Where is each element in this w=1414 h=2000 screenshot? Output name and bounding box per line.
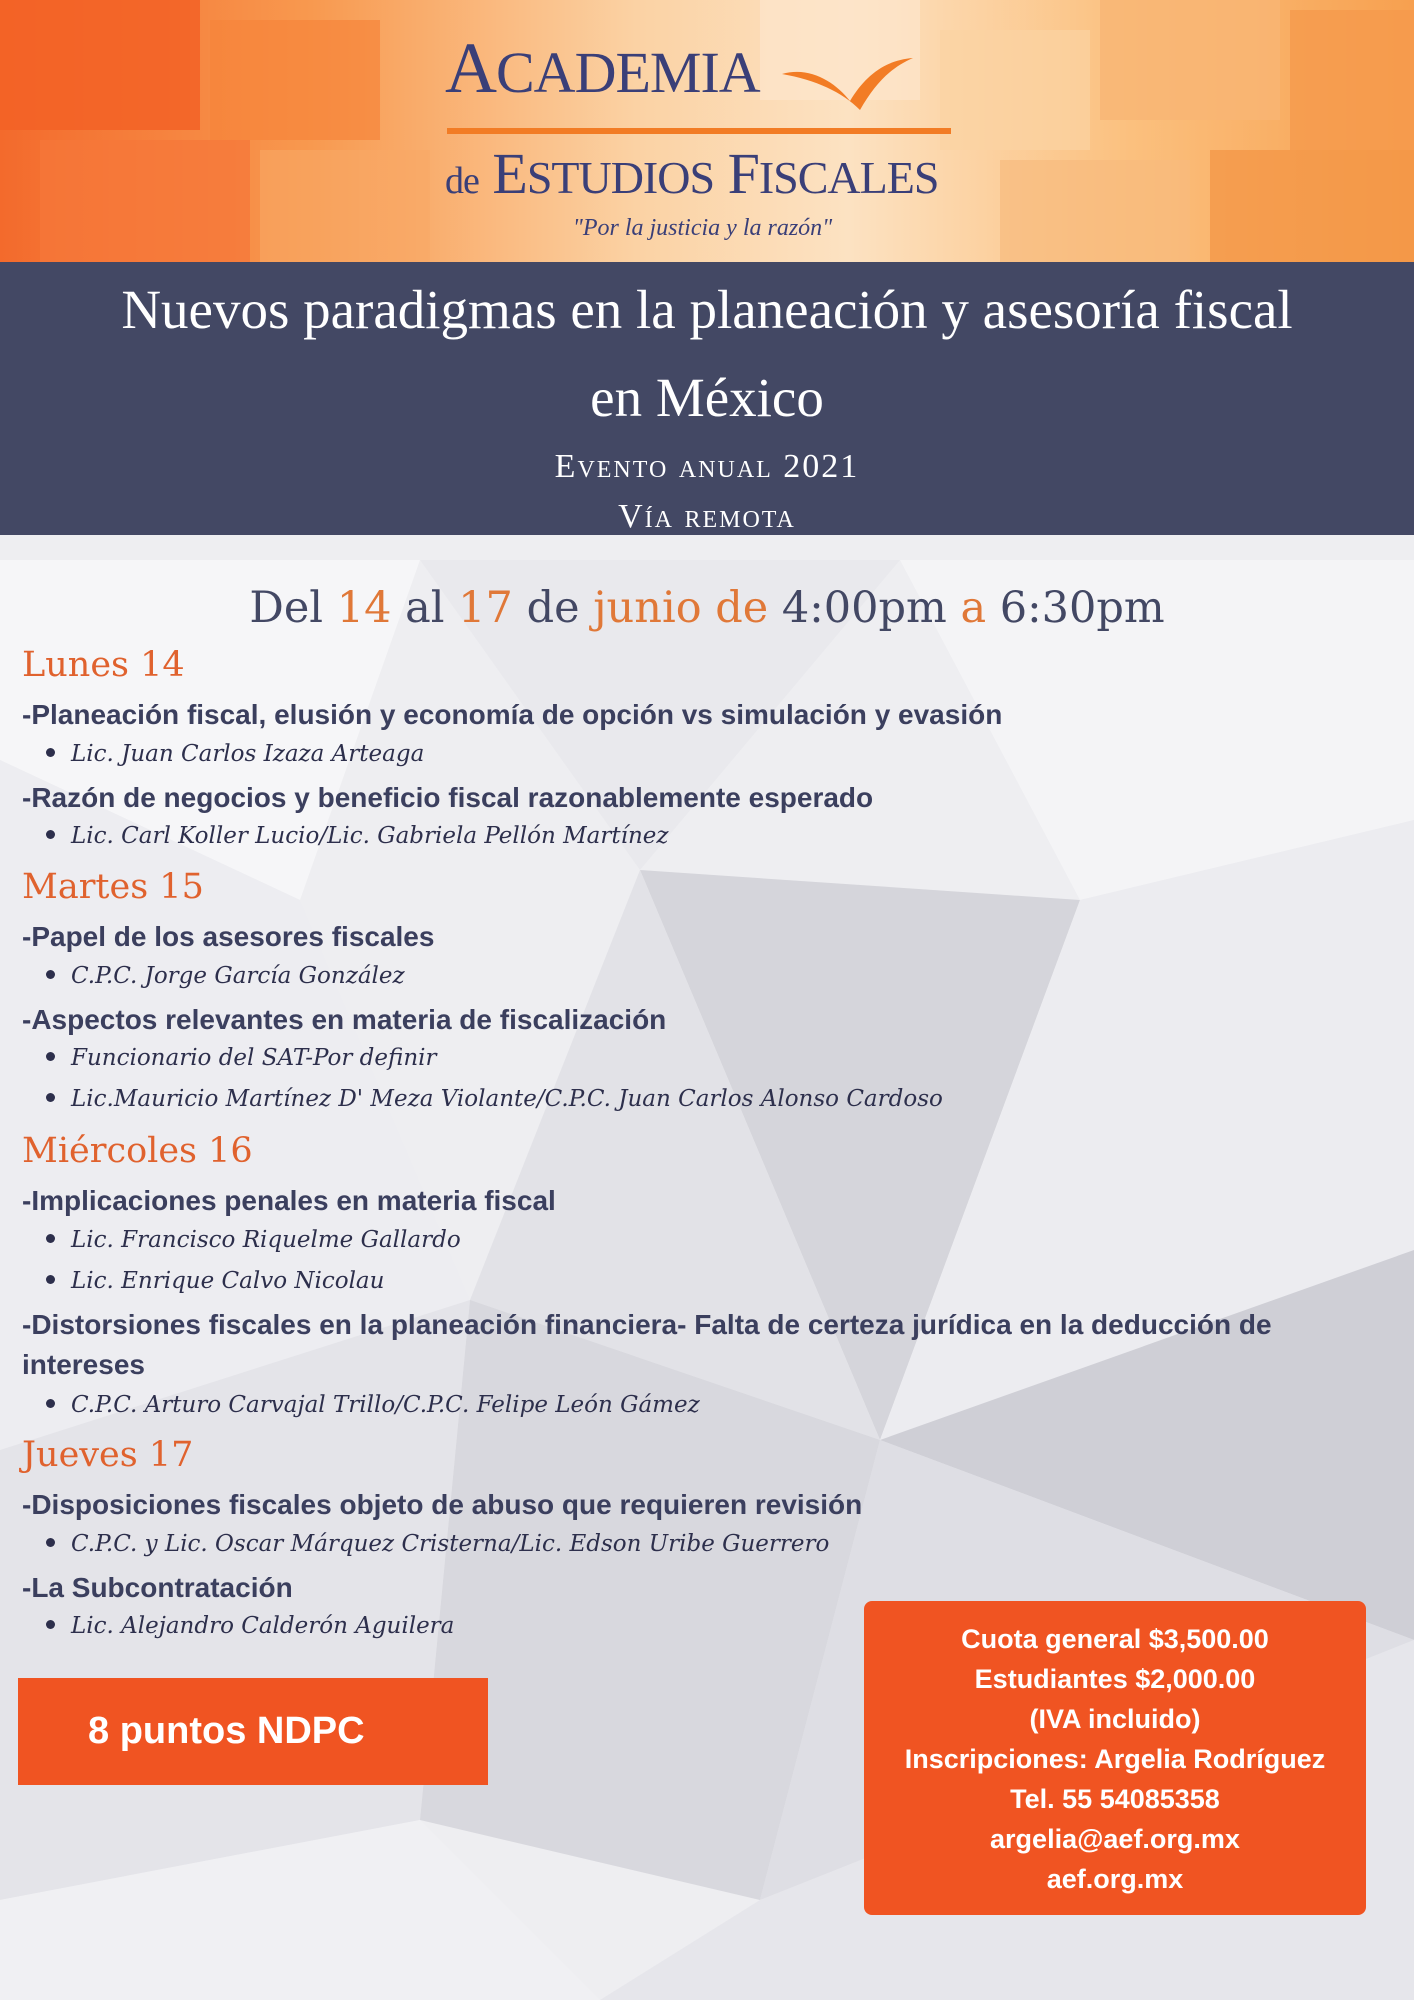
speaker-item: Lic. Alejandro Calderón Aguilera [46,1613,454,1639]
logo-academia: ACADEMIA [445,28,760,108]
day-heading: Jueves 17 [22,1435,194,1475]
topic-title: -Planeación fiscal, elusión y economía de opción vs simulación y evasión [22,699,1003,730]
phone-number: Tel. 55 54085358 [1010,1784,1220,1814]
day-heading: Lunes 14 [22,645,185,685]
speaker-item: Lic.Mauricio Martínez D' Meza Violante/C.P.C. Juan Carlos Alonso Cardoso [46,1086,943,1112]
topic-title: -Disposiciones fiscales objeto de abuso que requieren revisión [22,1489,863,1520]
speaker-item: Funcionario del SAT-Por definir [46,1045,437,1071]
email-link[interactable]: argelia@aef.org.mx [990,1824,1240,1854]
vat-note: (IVA incluido) [1029,1704,1201,1734]
speaker-item: Lic. Francisco Riquelme Gallardo [46,1227,461,1253]
registration-info-box [864,1601,1366,1915]
topic-title: -Distorsiones fiscales en la planeación financiera- Falta de certeza jurídica en la deducción de intereses [22,1309,1272,1380]
logo-estudios-fiscales: de ESTUDIOS FISCALES [445,141,939,206]
day-heading: Martes 15 [22,867,204,907]
logo-rule [447,128,951,134]
website-link[interactable]: aef.org.mx [1046,1864,1184,1894]
logo [445,28,965,248]
price-students: Estudiantes $2,000.00 [974,1664,1256,1694]
speaker-item: C.P.C. y Lic. Oscar Márquez Cristerna/Lic. Edson Uribe Guerrero [46,1531,829,1557]
speaker-item: C.P.C. Arturo Carvajal Trillo/C.P.C. Felipe León Gámez [46,1392,700,1418]
event-subtitle: Evento anual 2021 [554,448,860,485]
title-band [0,262,1414,535]
speaker-item: Lic. Carl Koller Lucio/Lic. Gabriela Pellón Martínez [46,823,668,849]
day-heading: Miércoles 16 [22,1131,253,1171]
registration-contact: Inscripciones: Argelia Rodríguez [904,1744,1326,1774]
ndpc-points-badge: 8 puntos NDPC [18,1678,488,1785]
logo-tagline: "Por la justicia y la razón" [572,215,833,241]
topic-title: -Razón de negocios y beneficio fiscal razonablemente esperado [22,782,874,813]
speaker-item: Lic. Enrique Calvo Nicolau [46,1268,384,1294]
speaker-item: C.P.C. Jorge García González [46,963,405,989]
event-title: Nuevos paradigmas en la planeación y asesoría fiscal en México [121,279,1293,428]
topic-title: -Papel de los asesores fiscales [22,921,435,952]
event-dates: Del 14 al 17 de junio de 4:00pm a 6:30pm [249,583,1165,633]
event-modality: Vía remota [618,498,796,535]
bird-icon [780,46,915,114]
price-general: Cuota general $3,500.00 [961,1624,1269,1654]
speaker-item: Lic. Juan Carlos Izaza Arteaga [46,741,424,767]
topic-title: -Implicaciones penales en materia fiscal [22,1185,556,1216]
topic-title: -Aspectos relevantes en materia de fiscalización [22,1004,667,1035]
topic-title: -La Subcontratación [22,1572,293,1603]
